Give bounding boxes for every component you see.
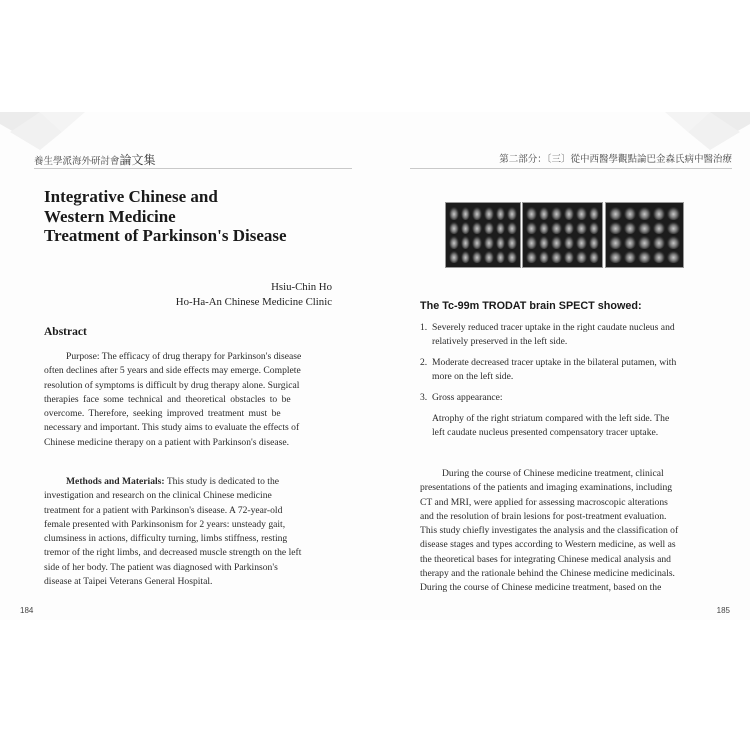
brain-slice-thumbnail: [624, 222, 637, 235]
text-line: side of her body. The patient was diagnosed with Parkinson's: [44, 561, 278, 573]
finding-item-1: [420, 321, 710, 350]
brain-slice-thumbnail: [539, 222, 550, 235]
text-line: Atrophy of the right striatum compared with the left side. The: [432, 413, 670, 424]
text-line: often declines after 5 years and side effects may emerge. Complete: [44, 365, 301, 377]
brain-slice-thumbnail: [609, 207, 622, 220]
brain-slice-thumbnail: [589, 207, 600, 220]
item-number: 1.: [420, 322, 428, 333]
text-line: disease stages and types according to Western medicine, as well as: [420, 539, 676, 551]
text-line: This study is dedicated to the: [164, 476, 279, 487]
text-line: clumsiness in actions, difficulty turning, limbs stiffness, resting: [44, 533, 288, 545]
text-line: therapies face some technical and theoretical obstacles to be: [44, 393, 291, 405]
text-line: Purpose: The efficacy of drug therapy for Parkinson's disease: [66, 351, 302, 362]
abstract-paragraph: [44, 350, 330, 450]
finding-item-3: [420, 391, 710, 405]
brain-slice-thumbnail: [638, 236, 651, 249]
discussion-paragraph: [420, 467, 710, 596]
brain-slice-thumbnail: [624, 251, 637, 264]
left-running-header: 養生學派海外研討會論文集: [34, 153, 156, 167]
brain-slice-thumbnail: [539, 251, 550, 264]
brain-slice-thumbnail: [507, 207, 517, 220]
spect-image-panel-3: [605, 202, 684, 268]
brain-slice-thumbnail: [667, 236, 680, 249]
text-line: Moderate decreased tracer uptake in the bilateral putamen, with: [432, 357, 677, 368]
title-line: Integrative Chinese and: [44, 187, 218, 206]
paper-title: [44, 187, 344, 246]
text-line: more on the left side.: [432, 371, 514, 383]
brain-slice-thumbnail: [539, 236, 550, 249]
right-corner-decoration: [660, 112, 750, 152]
brain-slice-thumbnail: [461, 251, 471, 264]
text-line: Gross appearance:: [432, 392, 503, 403]
brain-slice-thumbnail: [484, 236, 494, 249]
text-line: investigation and research on the clinical Chinese medicine: [44, 490, 272, 502]
brain-slice-thumbnail: [526, 222, 537, 235]
text-line: Chinese medicine therapy on a patient with Parkinson's disease.: [44, 436, 289, 448]
text-line: therapy and the rationale behind the Chinese medicine medicinals.: [420, 568, 675, 580]
brain-slice-thumbnail: [507, 222, 517, 235]
brain-slice-thumbnail: [564, 236, 575, 249]
brain-slice-thumbnail: [667, 207, 680, 220]
brain-slice-thumbnail: [609, 222, 622, 235]
brain-slice-thumbnail: [484, 251, 494, 264]
brain-slice-thumbnail: [496, 236, 506, 249]
text-line: treatment for a patient with Parkinson's disease. A 72-year-old: [44, 504, 283, 516]
brain-slice-thumbnail: [638, 222, 651, 235]
brain-slice-thumbnail: [551, 236, 562, 249]
brain-slice-thumbnail: [449, 251, 459, 264]
brain-slice-thumbnail: [449, 207, 459, 220]
brain-slice-thumbnail: [653, 251, 666, 264]
brain-slice-thumbnail: [496, 207, 506, 220]
text-line: resolution of symptoms is difficult by drug therapy alone. Surgical: [44, 379, 300, 391]
author-name: Hsiu-Chin Ho: [271, 281, 332, 293]
right-page-number: 185: [716, 606, 730, 615]
left-page-number: 184: [20, 606, 34, 615]
right-running-header: 第二部分：〔三〕從中西醫學觀點論巴金森氏病中醫治療: [499, 154, 732, 165]
brain-slice-thumbnail: [539, 207, 550, 220]
spect-heading: The Tc-99m TRODAT brain SPECT showed:: [420, 300, 642, 312]
brain-slice-thumbnail: [449, 222, 459, 235]
text-line: CT and MRI, were applied for assessing macroscopic alterations: [420, 496, 668, 508]
brain-slice-thumbnail: [551, 251, 562, 264]
finding-item-2: [420, 356, 710, 385]
text-line: This study chiefly investigates the analysis and the classification of: [420, 525, 679, 537]
brain-slice-thumbnail: [472, 222, 482, 235]
text-line: overcome. Therefore, seeking improved treatment must be: [44, 408, 281, 420]
brain-slice-thumbnail: [638, 251, 651, 264]
left-header-rule: [34, 168, 352, 169]
brain-slice-thumbnail: [576, 251, 587, 264]
brain-slice-thumbnail: [576, 207, 587, 220]
brain-slice-thumbnail: [496, 251, 506, 264]
brain-slice-thumbnail: [526, 251, 537, 264]
item-number: 2.: [420, 357, 428, 368]
abstract-heading: Abstract: [44, 326, 87, 338]
brain-slice-thumbnail: [472, 207, 482, 220]
item-number: 3.: [420, 392, 428, 403]
brain-slice-thumbnail: [589, 222, 600, 235]
brain-slice-thumbnail: [484, 207, 494, 220]
brain-slice-thumbnail: [496, 222, 506, 235]
gross-appearance-detail: [420, 412, 710, 441]
right-header-rule: [410, 168, 732, 169]
spect-image-panel-2: [522, 202, 603, 268]
text-line: Severely reduced tracer uptake in the right caudate nucleus and: [432, 322, 675, 333]
methods-paragraph: [44, 475, 330, 589]
brain-slice-thumbnail: [507, 236, 517, 249]
text-line: During the course of Chinese medicine treatment, based on the: [420, 582, 662, 594]
brain-slice-thumbnail: [461, 207, 471, 220]
brain-slice-thumbnail: [526, 207, 537, 220]
text-line: relatively preserved in the left side.: [432, 336, 568, 348]
left-corner-decoration: [0, 112, 90, 152]
brain-slice-thumbnail: [653, 207, 666, 220]
author-affiliation: Ho-Ha-An Chinese Medicine Clinic: [175, 296, 332, 308]
text-line: disease at Taipei Veterans General Hospital.: [44, 576, 213, 588]
title-line: Western Medicine: [44, 206, 176, 226]
brain-slice-thumbnail: [624, 207, 637, 220]
brain-slice-thumbnail: [551, 207, 562, 220]
brain-slice-thumbnail: [472, 236, 482, 249]
author-block: [176, 280, 332, 310]
brain-slice-thumbnail: [564, 251, 575, 264]
brain-slice-thumbnail: [551, 222, 562, 235]
brain-slice-thumbnail: [564, 222, 575, 235]
brain-slice-thumbnail: [589, 236, 600, 249]
brain-slice-thumbnail: [638, 207, 651, 220]
brain-slice-thumbnail: [667, 222, 680, 235]
text-line: and the resolution of brain lesions for post-treatment evaluation.: [420, 510, 667, 522]
brain-slice-thumbnail: [653, 236, 666, 249]
brain-slice-thumbnail: [653, 222, 666, 235]
book-spread: [0, 112, 750, 620]
brain-slice-thumbnail: [609, 251, 622, 264]
brain-slice-thumbnail: [589, 251, 600, 264]
brain-slice-thumbnail: [484, 222, 494, 235]
spect-image-panel-1: [445, 202, 521, 268]
brain-slice-thumbnail: [461, 236, 471, 249]
brain-slice-thumbnail: [507, 251, 517, 264]
text-line: the theoretical bases for integrating Chinese medical analysis and: [420, 553, 671, 565]
methods-heading: Methods and Materials:: [66, 476, 165, 487]
text-line: female presented with Parkinsonism for 2 years: unsteady gait,: [44, 518, 286, 530]
text-line: tremor of the right limbs, and decreased muscle strength on the left: [44, 547, 302, 559]
brain-slice-thumbnail: [564, 207, 575, 220]
brain-slice-thumbnail: [576, 222, 587, 235]
text-line: left caudate nucleus presented compensatory tracer uptake.: [432, 427, 659, 439]
brain-slice-thumbnail: [526, 236, 537, 249]
brain-slice-thumbnail: [461, 222, 471, 235]
text-line: During the course of Chinese medicine treatment, clinical: [442, 468, 664, 479]
brain-slice-thumbnail: [472, 251, 482, 264]
title-line: Treatment of Parkinson's Disease: [44, 226, 287, 245]
brain-slice-thumbnail: [609, 236, 622, 249]
brain-slice-thumbnail: [624, 236, 637, 249]
text-line: presentations of the patients and imaging examinations, including: [420, 482, 673, 494]
brain-slice-thumbnail: [667, 251, 680, 264]
brain-slice-thumbnail: [449, 236, 459, 249]
brain-slice-thumbnail: [576, 236, 587, 249]
text-line: necessary and important. This study aims to evaluate the effects of: [44, 422, 300, 434]
